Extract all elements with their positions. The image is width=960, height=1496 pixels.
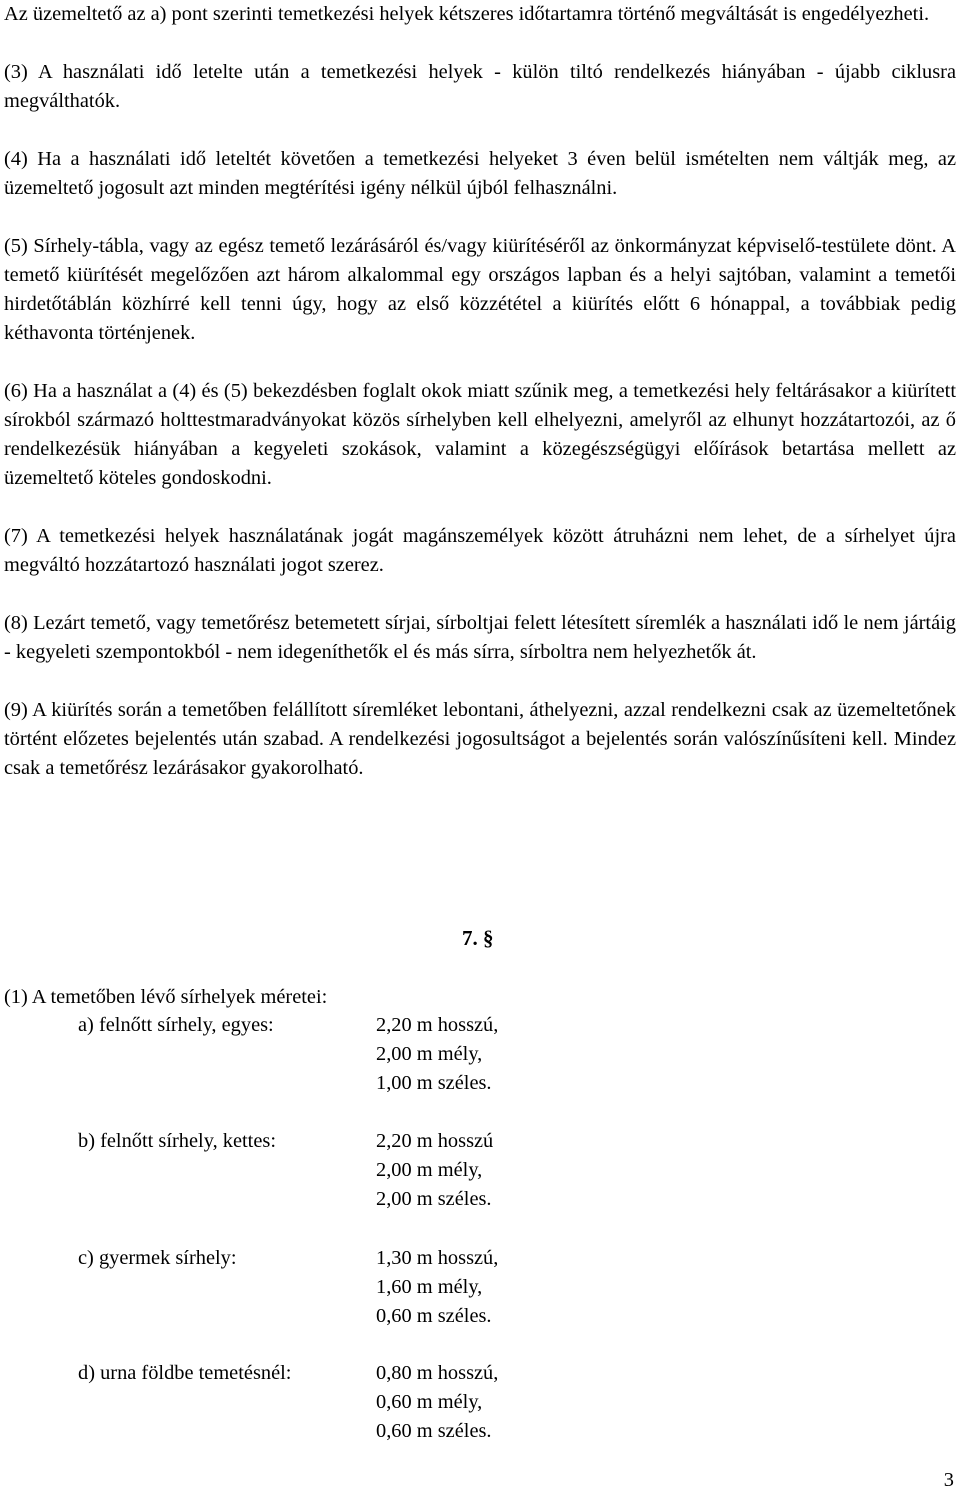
paragraph-9: (9) A kiürítés során a temetőben felállított síremléket lebontani, áthelyezni, azzal rendelkezni csak az üzemeltetőnek történt előzetes bejelentés után szabad. A rendelkezési jogosultságot a bejelentés során valószínűsíteni kell. Mindez csak a temetőrész lezárásakor gyakorolható. xyxy=(4,699,956,779)
paragraph-3: (3) A használati idő letelte után a temetkezési helyek - külön tiltó rendelkezés hiányában - újabb ciklusra megválthatók. xyxy=(4,61,956,112)
size-depth: 2,00 m mély, xyxy=(376,1043,483,1065)
size-depth: 0,60 m mély, xyxy=(376,1391,483,1413)
size-item-values xyxy=(376,1244,498,1331)
size-length: 1,30 m hosszú, xyxy=(376,1247,499,1269)
size-width: 0,60 m széles. xyxy=(376,1305,492,1327)
paragraph-6: (6) Ha a használat a (4) és (5) bekezdésben foglalt okok miatt szűnik meg, a temetkezési hely feltárásakor a kiürített sírokból származó holttestmaradványokat közös sírhelyben kell elhelyezni, amelyről az elhunyt hozzátartozói, az ő rendelkezésük hiányában a kegyeleti szokások, valamint a közegészségügyi előírások betartása mellett az üzemeltető köteles gondoskodni. xyxy=(4,380,956,489)
size-item-label: d) urna földbe temetésnél: xyxy=(78,1362,292,1384)
size-item-label: b) felnőtt sírhely, kettes: xyxy=(78,1130,277,1152)
size-depth: 2,00 m mély, xyxy=(376,1159,483,1181)
paragraph-5: (5) Sírhely-tábla, vagy az egész temető lezárásáról és/vagy kiürítéséről az önkormányzat képviselő-testülete dönt. A temető kiürítését megelőzően azt három alkalommal egy országos lapban és a helyi sajtóban, valamint a temetői hirdetőtáblán közhírré kell tenni úgy, hogy az első közzététel a kiürítés előtt 6 hónappal, a továbbiak pedig kéthavonta történjenek. xyxy=(4,235,956,344)
size-item-label: c) gyermek sírhely: xyxy=(78,1247,237,1269)
section-heading: 7. § xyxy=(462,926,494,950)
size-length: 2,20 m hosszú xyxy=(376,1130,494,1152)
size-width: 1,00 m széles. xyxy=(376,1072,492,1094)
size-width: 0,60 m széles. xyxy=(376,1420,492,1442)
size-item-values xyxy=(376,1011,498,1098)
size-depth: 1,60 m mély, xyxy=(376,1276,483,1298)
size-item-values xyxy=(376,1127,493,1214)
paragraph-7: (7) A temetkezési helyek használatának jogát magánszemélyek között átruházni nem lehet, de a sírhelyet újra megváltó hozzátartozó használati jogot szerez. xyxy=(4,525,956,576)
paragraph-4: (4) Ha a használati idő leteltét követően a temetkezési helyeket 3 éven belül ismételten nem váltják meg, az üzemeltető jogosult azt minden megtérítési igény nélkül újból felhasználni. xyxy=(4,148,956,199)
paragraph-intro: Az üzemeltető az a) pont szerinti temetkezési helyek kétszeres időtartamra történő megváltását is engedélyezheti. xyxy=(4,3,930,25)
size-width: 2,00 m széles. xyxy=(376,1188,492,1210)
size-item-label: a) felnőtt sírhely, egyes: xyxy=(78,1014,274,1036)
page-number: 3 xyxy=(943,1469,954,1491)
paragraph-8: (8) Lezárt temető, vagy temetőrész betemetett sírjai, sírboltjai felett létesített síremlék a használati idő le nem jártáig - kegyeleti szempontokból - nem idegeníthetők el és más sírra, sírboltra nem helyezhetők át. xyxy=(4,612,956,663)
sizes-intro: (1) A temetőben lévő sírhelyek méretei: xyxy=(4,986,328,1008)
size-length: 0,80 m hosszú, xyxy=(376,1362,499,1384)
size-length: 2,20 m hosszú, xyxy=(376,1014,499,1036)
document-page xyxy=(4,0,956,783)
size-item-values xyxy=(376,1359,498,1446)
